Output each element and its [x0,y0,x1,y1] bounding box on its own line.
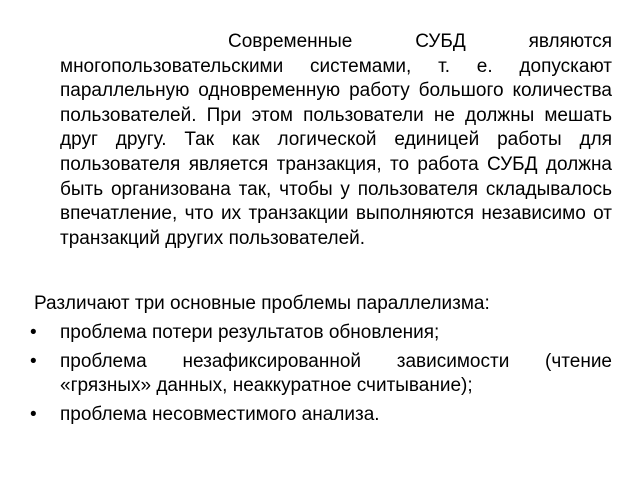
problems-list [0,321,640,431]
list-item [0,403,612,428]
bullet-icon: • [30,403,37,425]
problems-intro: Различают три основные проблемы параллелизма: [34,293,490,314]
paragraph-text: Современные СУБД являются многопользовательскими системами, т. е. допускают параллельную одновременную работу большого количества пользователей. При этом пользователи не должны мешать друг другу. Так как логической единицей работы для пользователя является транзакция, то работа СУБД должна быть организована так, чтобы у пользователя складывалось впечатление, что их транзакции выполняются независимо от транзакций других пользователей. [60,31,612,249]
list-item-text: проблема незафиксированной зависимости (чтение «грязных» данных, неаккуратное считывание); [60,350,612,397]
bullet-icon: • [30,350,37,372]
list-item-text: проблема потери результатов обновления; [60,322,440,343]
list-item [0,321,612,346]
list-item-text: проблема несовместимого анализа. [60,403,380,425]
list-item [0,350,612,399]
bullet-icon: • [30,322,37,343]
main-paragraph [60,30,612,251]
